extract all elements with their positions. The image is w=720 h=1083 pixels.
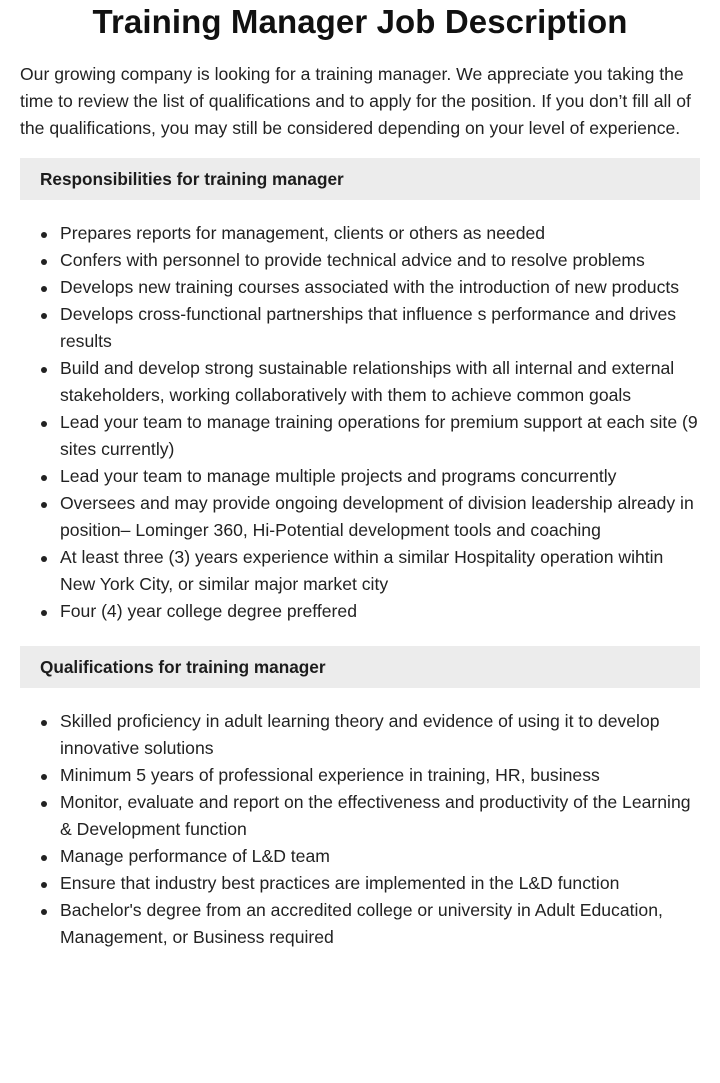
list-item-text: Prepares reports for management, clients or others as needed <box>60 223 546 243</box>
list-item-text: Monitor, evaluate and report on the effectiveness and productivity of the Learning & Development function <box>60 792 691 839</box>
bullet-icon <box>41 801 47 807</box>
qualifications-heading <box>20 646 700 688</box>
bullet-icon <box>41 286 47 292</box>
bullet-icon <box>41 502 47 508</box>
list-item <box>60 220 700 247</box>
list-item <box>60 409 700 463</box>
bullet-icon <box>41 259 47 265</box>
intro-paragraph: Our growing company is looking for a training manager. We appreciate you taking the time to review the list of qualifications and to apply for the position. If you don’t fill all of the qualifications, you may still be considered depending on your level of experience. <box>20 64 691 138</box>
list-item-text: Lead your team to manage multiple projects and programs concurrently <box>60 466 617 486</box>
bullet-icon <box>41 367 47 373</box>
list-item <box>60 247 700 274</box>
list-item <box>60 490 700 544</box>
list-item <box>60 598 700 625</box>
bullet-icon <box>41 610 47 616</box>
list-item-text: Four (4) year college degree preffered <box>60 601 357 621</box>
list-item-text: Ensure that industry best practices are implemented in the L&D function <box>60 873 620 893</box>
bullet-icon <box>41 720 47 726</box>
qualifications-list <box>20 708 700 951</box>
list-item-text: Oversees and may provide ongoing development of division leadership already in position– Lominger 360, Hi-Potential development tools and coaching <box>60 493 694 540</box>
list-item <box>60 463 700 490</box>
list-item <box>60 355 700 409</box>
bullet-icon <box>41 421 47 427</box>
bullet-icon <box>41 556 47 562</box>
bullet-icon <box>41 909 47 915</box>
bullet-icon <box>41 774 47 780</box>
list-item-text: Bachelor's degree from an accredited college or university in Adult Education, Management, or Business required <box>60 900 663 947</box>
list-item-text: Lead your team to manage training operations for premium support at each site (9 sites currently) <box>60 412 698 459</box>
list-item-text: Build and develop strong sustainable relationships with all internal and external stakeholders, working collaboratively with them to achieve common goals <box>60 358 675 405</box>
list-item-text: Confers with personnel to provide technical advice and to resolve problems <box>60 250 645 270</box>
list-item <box>60 789 700 843</box>
bullet-icon <box>41 313 47 319</box>
bullet-icon <box>41 855 47 861</box>
list-item-text: Minimum 5 years of professional experience in training, HR, business <box>60 765 600 785</box>
bullet-icon <box>41 232 47 238</box>
bullet-icon <box>41 882 47 888</box>
list-item <box>60 843 700 870</box>
list-item-text: Develops cross-functional partnerships that influence s performance and drives results <box>60 304 677 351</box>
list-item <box>60 274 700 301</box>
list-item <box>60 544 700 598</box>
qualifications-heading-text: Qualifications for training manager <box>40 656 326 677</box>
list-item-text: Manage performance of L&D team <box>60 846 330 866</box>
list-item <box>60 897 700 951</box>
responsibilities-heading-text: Responsibilities for training manager <box>40 168 344 189</box>
list-item <box>60 301 700 355</box>
list-item-text: Skilled proficiency in adult learning theory and evidence of using it to develop innovative solutions <box>60 711 660 758</box>
list-item-text: At least three (3) years experience within a similar Hospitality operation wihtin New York City, or similar major market city <box>60 547 664 594</box>
responsibilities-heading <box>20 158 700 200</box>
list-item <box>60 708 700 762</box>
bullet-icon <box>41 475 47 481</box>
list-item-text: Develops new training courses associated with the introduction of new products <box>60 277 680 297</box>
page-title: Training Manager Job Description <box>92 3 628 40</box>
responsibilities-list <box>20 220 700 625</box>
list-item <box>60 762 700 789</box>
list-item <box>60 870 700 897</box>
